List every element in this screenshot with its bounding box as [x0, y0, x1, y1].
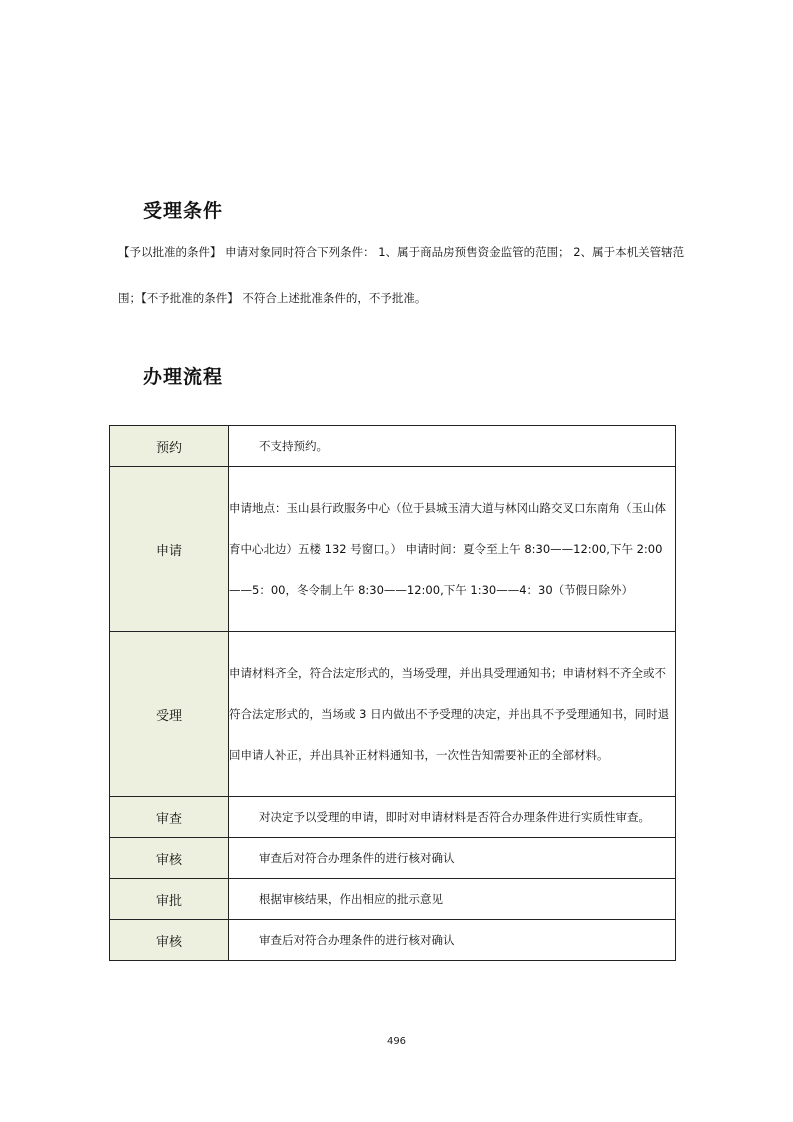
step-content: 对决定予以受理的申请，即时对申请材料是否符合办理条件进行实质性审查。 — [229, 797, 676, 838]
table-row — [110, 426, 676, 467]
conditions-paragraph — [118, 229, 698, 321]
process-table — [109, 425, 676, 961]
approve-condition-text: 申请对象同时符合下列条件： 1、属于商品房预售资金监管的范围； 2、属于本机关管辖范围； — [118, 245, 685, 305]
step-content: 不支持预约。 — [229, 426, 676, 467]
step-label: 预约 — [110, 426, 229, 467]
section-heading-process: 办理流程 — [143, 366, 224, 388]
table-row — [110, 879, 676, 920]
approve-condition-label: 【予以批准的条件】 — [118, 245, 222, 259]
step-content: 申请地点：玉山县行政服务中心（位于县城玉清大道与林冈山路交叉口东南角（玉山体育中心北边）五楼 132 号窗口。） 申请时间：夏令至上午 8:30——12:00,下午 2:00——5：00，冬令制上午 8:30——12:00,下午 1:30——4：30（节假日除外） — [229, 467, 676, 632]
table-row — [110, 797, 676, 838]
page-number: 496 — [386, 1036, 407, 1047]
step-label: 审批 — [110, 879, 229, 920]
reject-condition-text: 不符合上述批准条件的，不予批准。 — [238, 291, 427, 305]
step-content: 审查后对符合办理条件的进行核对确认 — [229, 838, 676, 879]
step-label: 审核 — [110, 920, 229, 961]
step-content: 根据审核结果，作出相应的批示意见 — [229, 879, 676, 920]
step-label: 申请 — [110, 467, 229, 632]
reject-condition-label: 【不予批准的条件】 — [141, 291, 239, 305]
table-row — [110, 467, 676, 632]
step-label: 审核 — [110, 838, 229, 879]
table-row — [110, 920, 676, 961]
step-content: 申请材料齐全，符合法定形式的，当场受理，并出具受理通知书；申请材料不齐全或不符合法定形式的，当场或 3 日内做出不予受理的决定，并出具不予受理通知书，同时退回申请人补正，并出具补正材料通知书，一次性告知需要补正的全部材料。 — [229, 632, 676, 797]
table-row — [110, 632, 676, 797]
step-content: 审查后对符合办理条件的进行核对确认 — [229, 920, 676, 961]
step-label: 受理 — [110, 632, 229, 797]
section-heading-conditions: 受理条件 — [143, 200, 224, 222]
step-label: 审查 — [110, 797, 229, 838]
table-row — [110, 838, 676, 879]
